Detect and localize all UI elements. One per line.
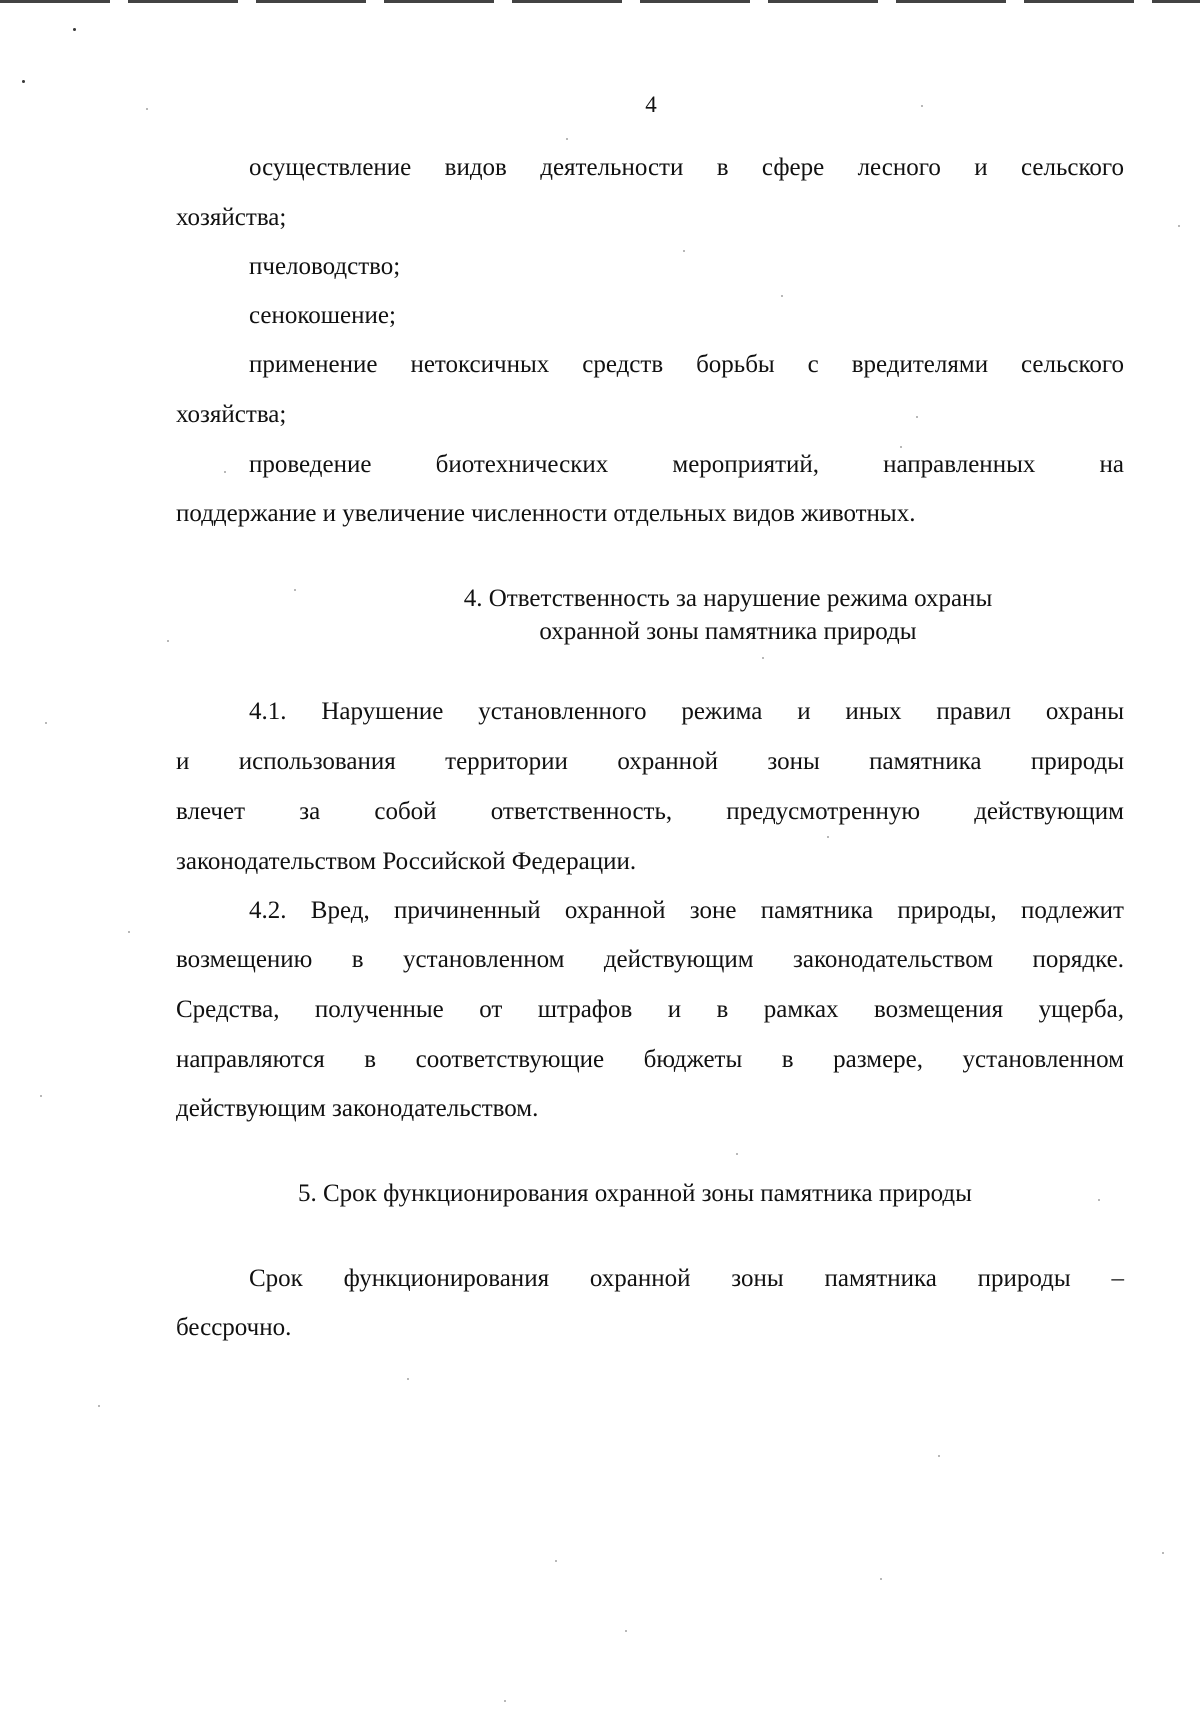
scan-speck: [683, 250, 685, 252]
scan-speck: [1178, 225, 1180, 227]
haymaking-item: сенокошение;: [249, 302, 396, 329]
scan-speck: [555, 1560, 557, 1562]
pesticides-line1: применение нетоксичных средств борьбы с вредителями сельского: [249, 351, 1124, 378]
scan-speck: [294, 589, 296, 591]
p42-line5: действующим законодательством.: [176, 1095, 539, 1122]
scan-speck: [781, 295, 783, 297]
scan-speck: [880, 1578, 882, 1580]
scan-speck: [45, 722, 47, 724]
scan-speck: [916, 416, 918, 418]
biotech-line1: проведение биотехнических мероприятий, направленных на: [249, 451, 1124, 478]
scan-speck: [938, 1455, 940, 1457]
scan-speck: [762, 657, 764, 659]
p41-line4: законодательством Российской Федерации.: [176, 848, 637, 875]
section5-line2: бессрочно.: [176, 1314, 292, 1341]
pesticides-line2: хозяйства;: [176, 401, 287, 428]
scan-speck: [1162, 1552, 1164, 1554]
p42-line2: возмещению в установленном действующим законодательством порядке.: [176, 946, 1124, 973]
p42-line4: направляются в соответствующие бюджеты в размере, установленном: [176, 1046, 1124, 1073]
scan-speck: [98, 1405, 100, 1407]
p41-line2: и использования территории охранной зоны памятника природы: [176, 748, 1124, 775]
scan-speck: [504, 1700, 506, 1702]
scan-speck: [22, 80, 25, 83]
scan-speck: [736, 1153, 738, 1155]
p41-line1: 4.1. Нарушение установленного режима и иных правил охраны: [249, 698, 1124, 725]
section4-heading-line2: охранной зоны памятника природы: [539, 618, 917, 645]
beekeeping-item: пчеловодство;: [249, 253, 401, 280]
scan-speck: [407, 1378, 409, 1380]
scan-top-border: [0, 0, 1200, 3]
scan-speck: [167, 640, 169, 642]
section4-heading-line1: 4. Ответственность за нарушение режима охраны: [463, 585, 993, 612]
p42-line3: Средства, полученные от штрафов и в рамках возмещения ущерба,: [176, 996, 1124, 1023]
scan-speck: [40, 1095, 42, 1097]
scan-speck: [128, 931, 130, 933]
scan-speck: [1098, 1199, 1100, 1201]
page-number: 4: [645, 92, 657, 117]
scan-speck: [566, 138, 568, 140]
forestry-line2: хозяйства;: [176, 204, 287, 231]
section5-line1: Срок функционирования охранной зоны памятника природы –: [249, 1265, 1124, 1292]
scan-speck: [73, 28, 76, 31]
section4-heading: [318, 582, 1138, 648]
p41-line3: влечет за собой ответственность, предусмотренную действующим: [176, 798, 1124, 825]
forestry-line1: осуществление видов деятельности в сфере лесного и сельского: [249, 154, 1124, 181]
p42-line1: 4.2. Вред, причиненный охранной зоне памятника природы, подлежит: [249, 897, 1124, 924]
scan-speck: [625, 1630, 627, 1632]
section5-heading: 5. Срок функционирования охранной зоны памятника природы: [298, 1180, 972, 1207]
biotech-line2: поддержание и увеличение численности отдельных видов животных.: [176, 500, 916, 527]
